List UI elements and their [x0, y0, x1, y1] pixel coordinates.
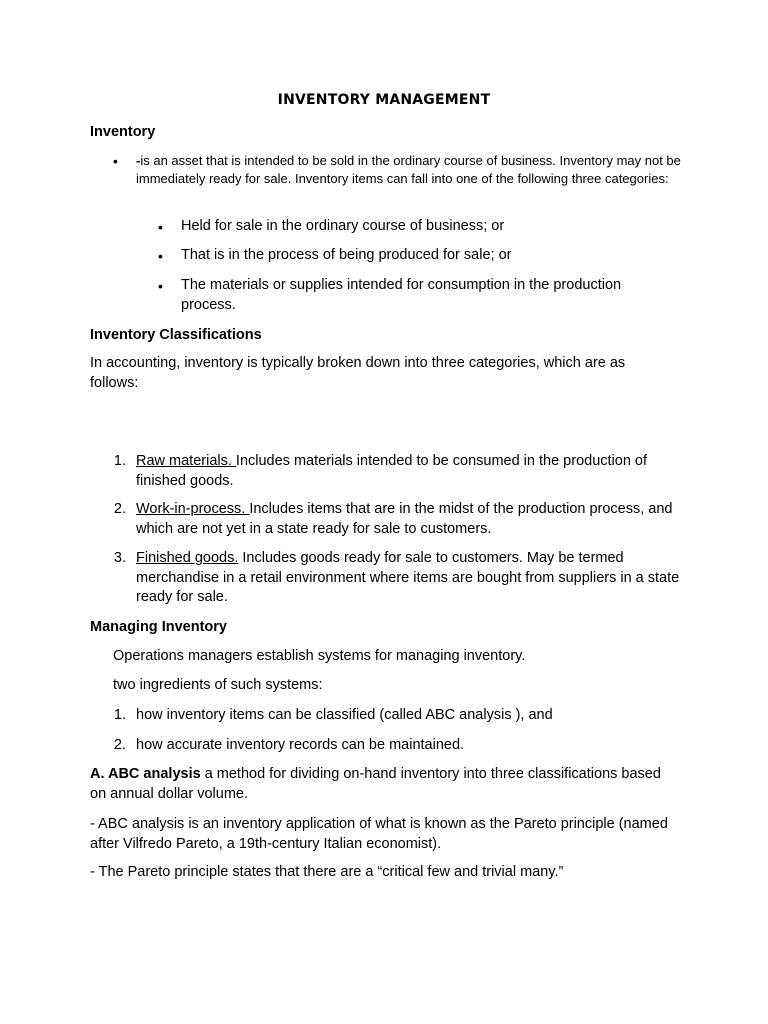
managing-item: how accurate inventory records can be maintained. [136, 737, 465, 753]
classification-term: Raw materials. [136, 453, 236, 469]
bullet-icon: • [113, 153, 118, 169]
abc-paragraph-2: - ABC analysis is an inventory application of what is known as the Pareto principle (named after Vilfredo Pareto, a 19th-century Italian economist). [90, 816, 668, 852]
definition-dash: - [136, 153, 141, 168]
heading-inventory: Inventory [90, 124, 156, 140]
page-title: INVENTORY MANAGEMENT [277, 92, 491, 108]
list-number: 1. [113, 453, 126, 469]
abc-analysis-paragraph [90, 765, 670, 804]
definition-text: is an asset that is intended to be sold in the ordinary course of business. Inventory may not be immediately ready for sale. Inventory items can fall into one of the following three categories: [136, 153, 681, 186]
list-number: 2. [113, 737, 126, 753]
classification-item [136, 500, 681, 539]
classification-text: Includes goods ready for sale to customers. May be termed merchandise in a retail environment where items are bought from suppliers in a state ready for sale. [136, 550, 680, 605]
abc-lead-text: a method for dividing on-hand inventory into three classifications based on annual dollar volume. [90, 766, 661, 802]
sub-bullet-item: The materials or supplies intended for consumption in the production process. [181, 277, 622, 313]
classification-text: Includes items that are in the midst of the production process, and which are not yet in a state ready for sale to customers. [136, 501, 673, 537]
bullet-icon: • [158, 248, 163, 264]
classification-term: Finished goods. [136, 550, 239, 566]
list-number: 3. [113, 550, 126, 566]
classification-item [136, 549, 681, 608]
classification-item [136, 452, 681, 491]
abc-lead: A. ABC analysis [90, 766, 201, 782]
managing-line-1: Operations managers establish systems for managing inventory. [113, 648, 526, 664]
classifications-intro: In accounting, inventory is typically broken down into three categories, which are as follows: [90, 355, 626, 391]
list-number: 1. [113, 707, 126, 723]
classification-text: Includes materials intended to be consumed in the production of finished goods. [136, 453, 648, 489]
managing-line-2: two ingredients of such systems: [113, 677, 323, 693]
sub-bullet-item: Held for sale in the ordinary course of business; or [181, 218, 505, 234]
bullet-icon: • [158, 278, 163, 294]
inventory-definition [136, 152, 681, 188]
heading-managing: Managing Inventory [90, 619, 227, 635]
heading-classifications: Inventory Classifications [90, 327, 262, 343]
list-number: 2. [113, 501, 126, 517]
abc-paragraph-3: - The Pareto principle states that there are a “critical few and trivial many.” [90, 864, 564, 880]
bullet-icon: • [158, 219, 163, 235]
sub-bullet-item: That is in the process of being produced for sale; or [181, 247, 512, 263]
classification-term: Work-in-process. [136, 501, 250, 517]
managing-item: how inventory items can be classified (called ABC analysis ), and [136, 707, 553, 723]
